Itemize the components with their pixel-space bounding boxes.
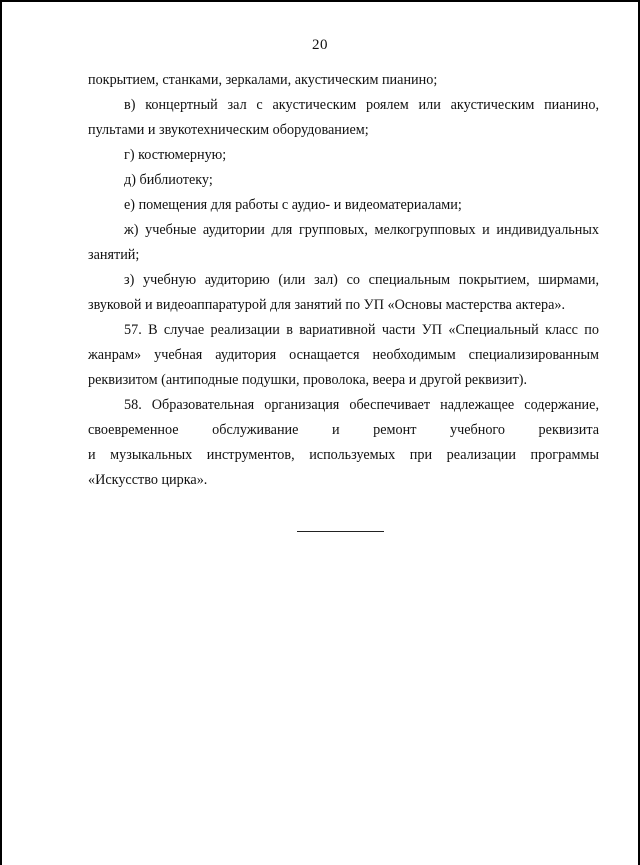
scan-border-left bbox=[0, 0, 2, 865]
end-divider-line bbox=[297, 531, 384, 532]
list-item-d: д) библиотеку; bbox=[124, 172, 213, 188]
document-body bbox=[88, 68, 599, 493]
paragraph-58-end: и музыкальных инструментов, используемых при реализации программы «Искусство цирка». bbox=[88, 447, 599, 488]
list-item-e: е) помещения для работы с аудио- и видеоматериалами; bbox=[124, 197, 462, 213]
page-number: 20 bbox=[312, 37, 328, 53]
paragraph-continuation: покрытием, станками, зеркалами, акустическим пианино; bbox=[88, 72, 438, 88]
list-item-z: з) учебную аудиторию (или зал) со специальным покрытием, ширмами, звуковой и видеоаппаратурой для занятий по УП «Основы мастерства актера». bbox=[88, 272, 599, 313]
paragraph-58-start: 58. Образовательная организация обеспечивает надлежащее содержание, своевременное обслуживание и ремонт учебного реквизита bbox=[88, 397, 599, 438]
list-item-g: г) костюмерную; bbox=[124, 147, 227, 163]
scan-border-top bbox=[0, 0, 640, 2]
paragraph-57: 57. В случае реализации в вариативной части УП «Специальный класс по жанрам» учебная аудитория оснащается необходимым специализированным реквизитом (антиподные подушки, проволока, веера и другой реквизит). bbox=[88, 322, 599, 388]
list-item-v: в) концертный зал с акустическим роялем или акустическим пианино, пультами и звукотехническим оборудованием; bbox=[88, 97, 599, 138]
list-item-zh: ж) учебные аудитории для групповых, мелкогрупповых и индивидуальных занятий; bbox=[88, 222, 599, 263]
